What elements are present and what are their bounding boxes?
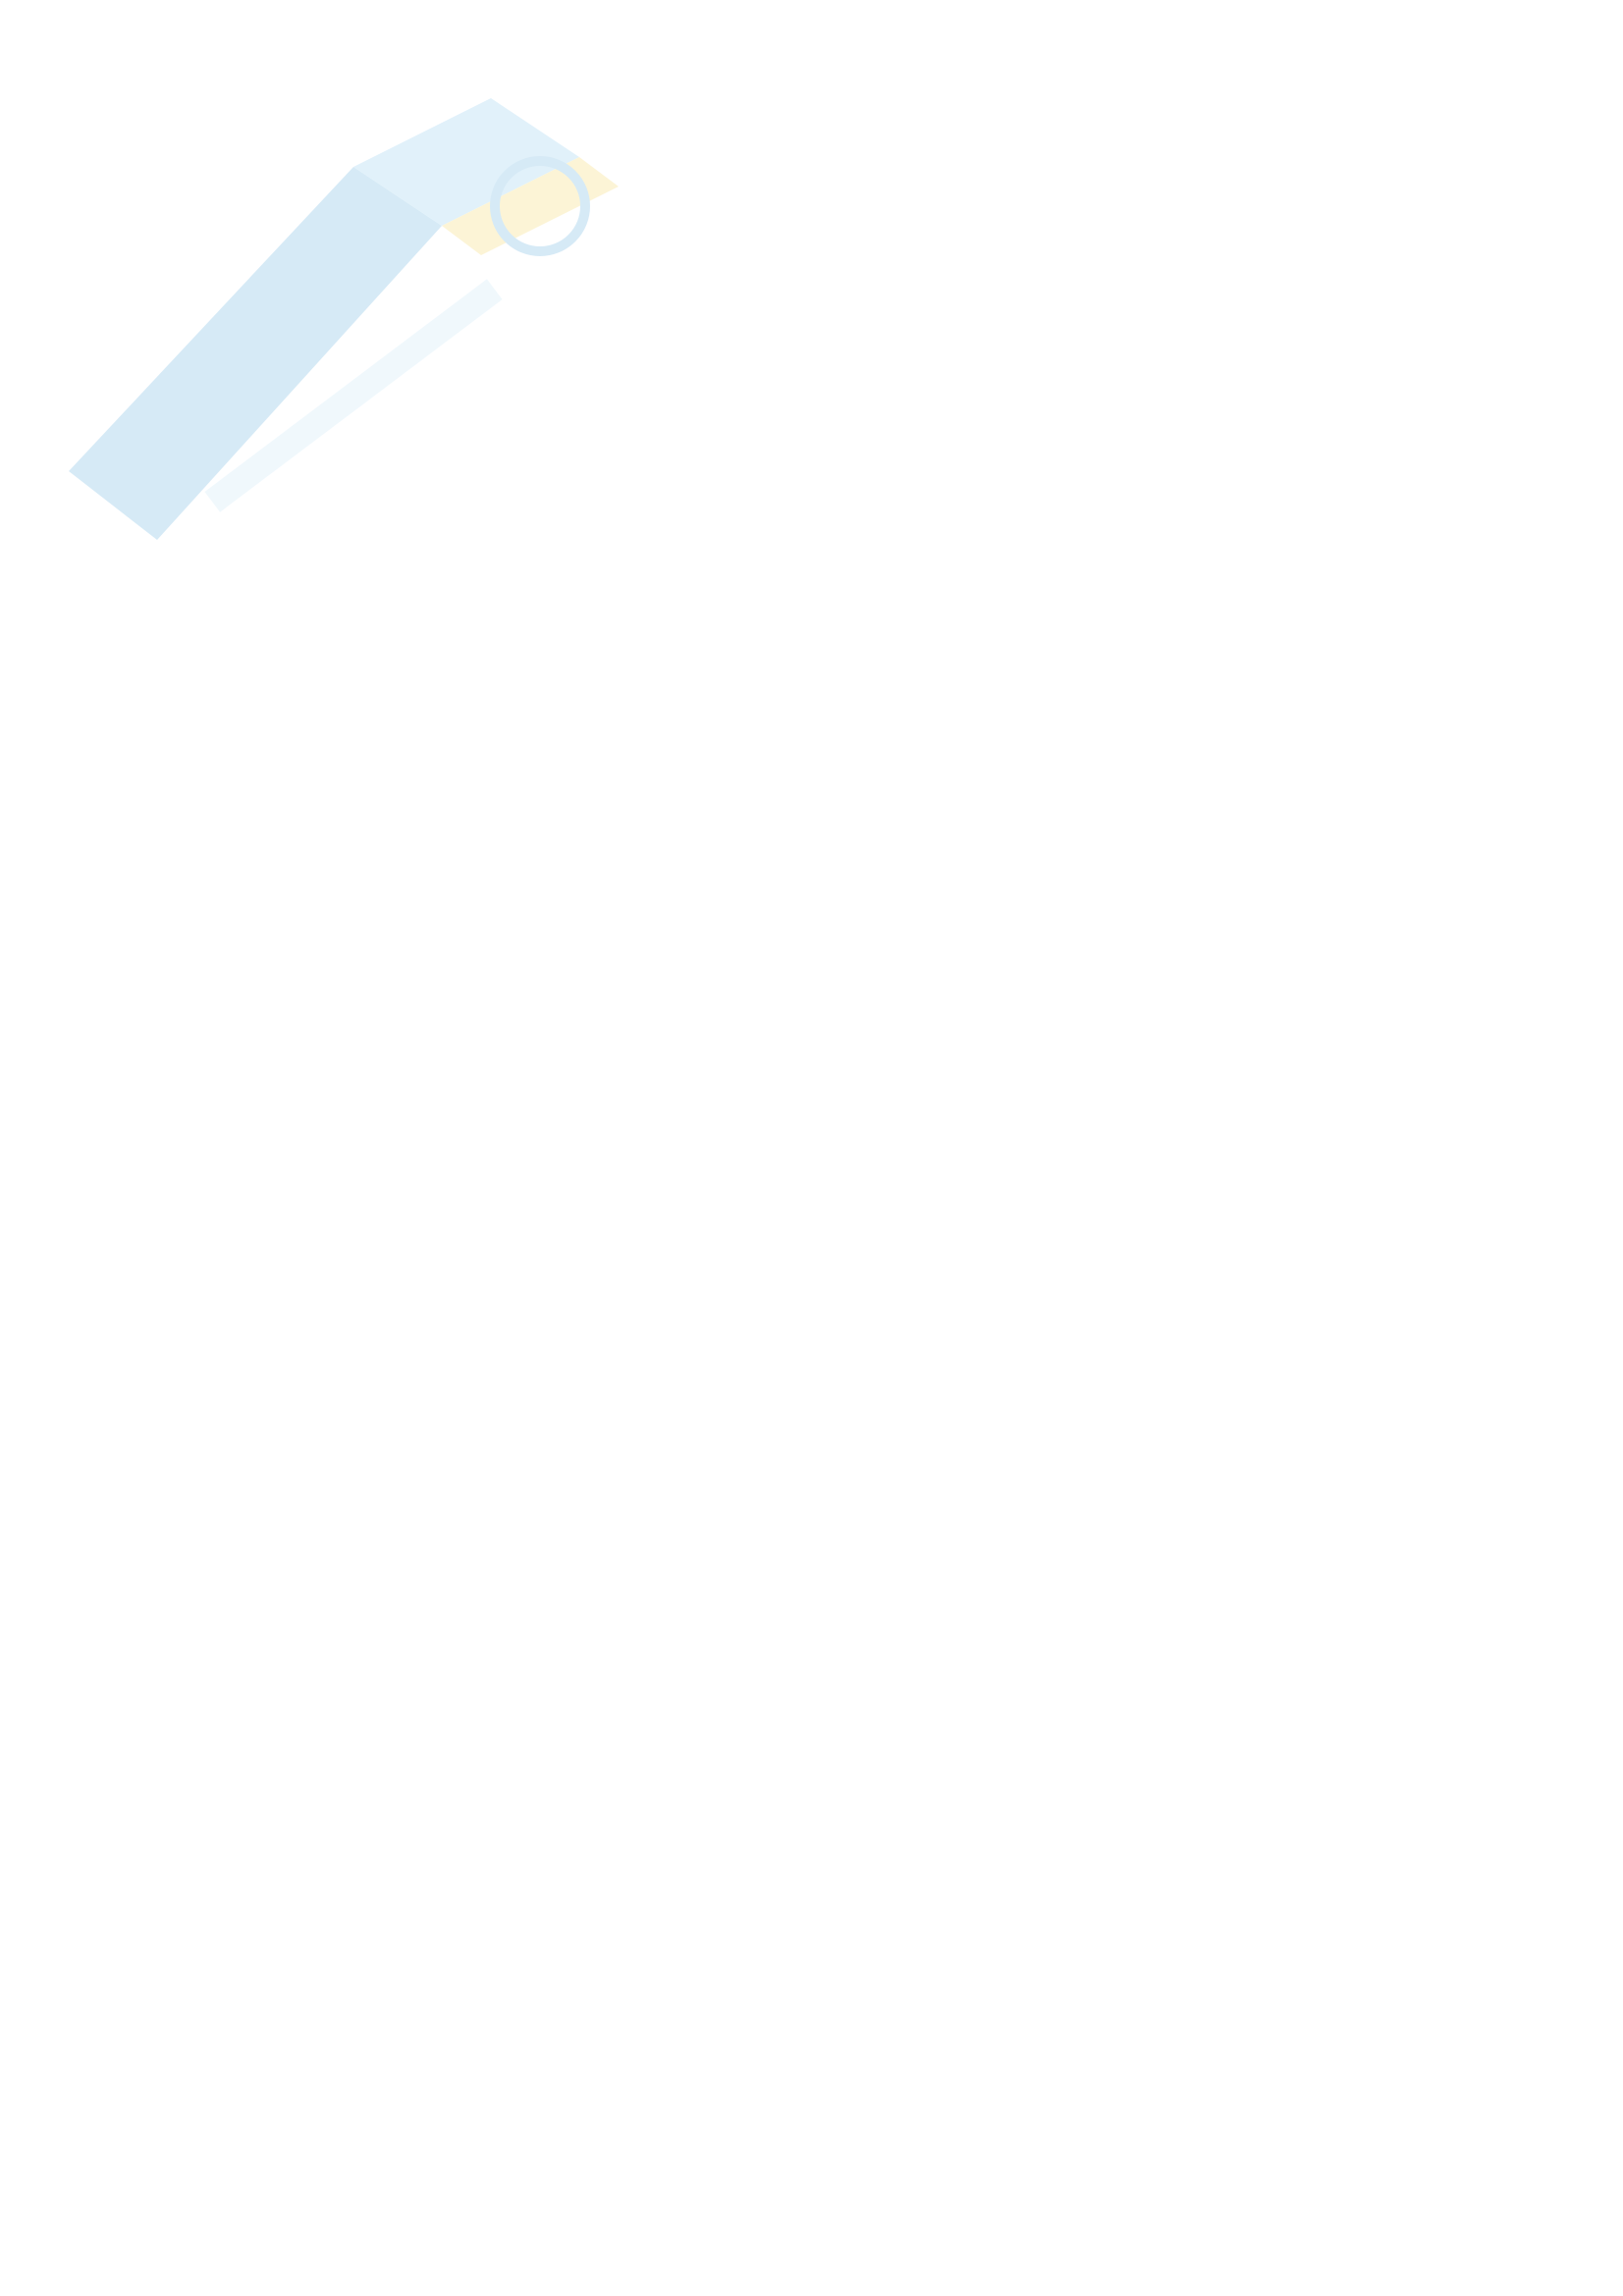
document-body xyxy=(99,98,1532,132)
watermark-logo-icon xyxy=(29,59,776,609)
